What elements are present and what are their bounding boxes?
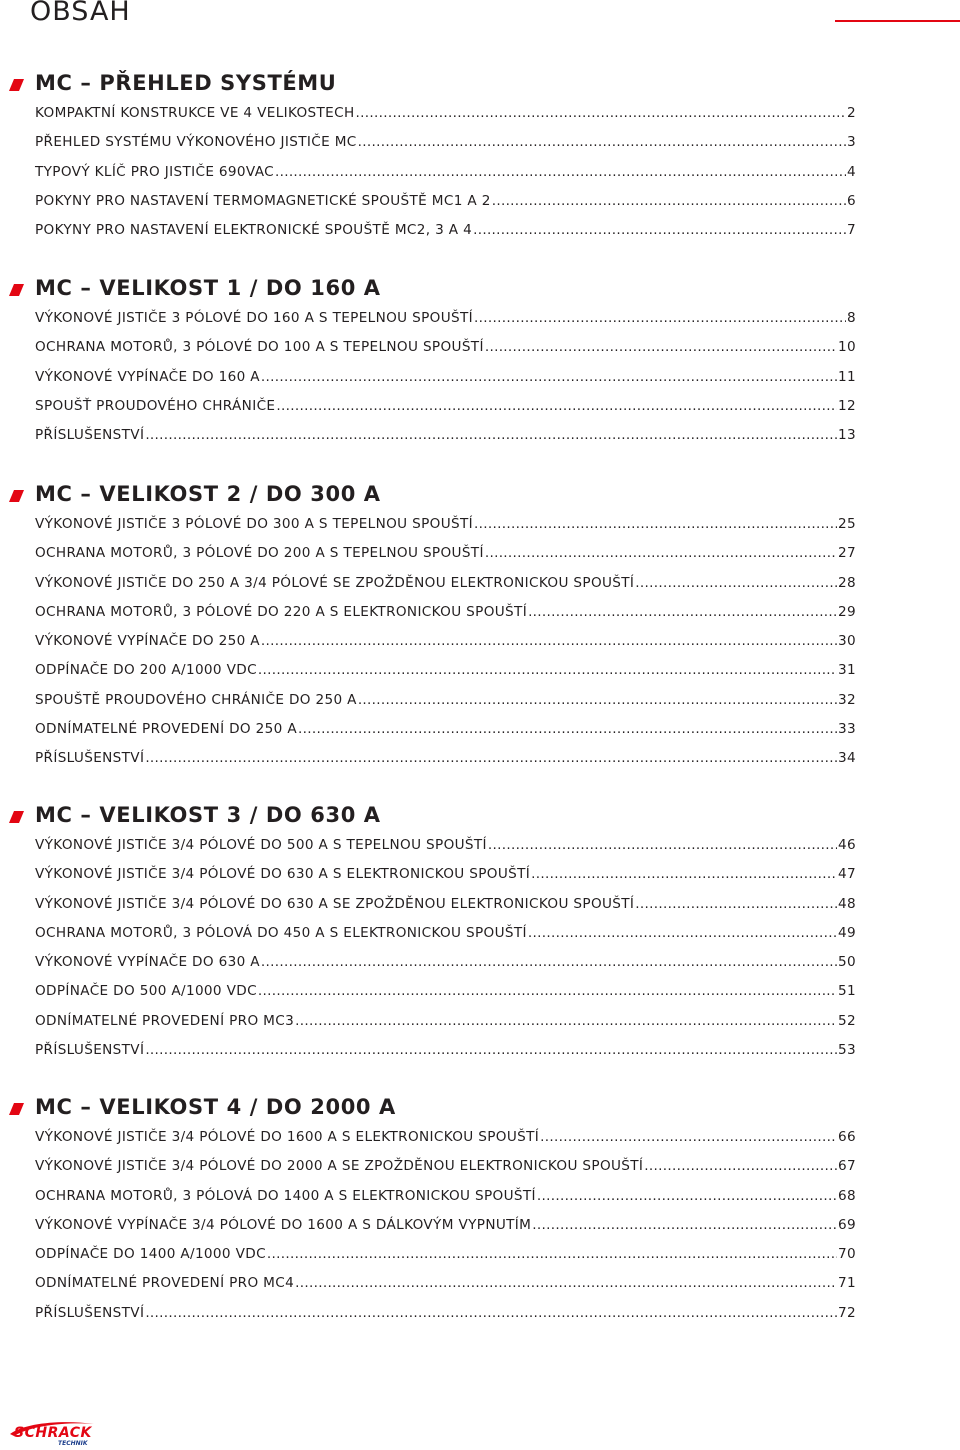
toc-entry[interactable]: [0, 334, 960, 363]
toc-section: [0, 1092, 960, 1321]
section-heading: [0, 68, 960, 100]
toc-entry-page-number: 30: [838, 633, 856, 650]
toc-entry-label: VÝKONOVÉ JISTIČE 3/4 PÓLOVÉ DO 2000 A SE ZPOŽDĚNOU ELEKTRONICKOU SPOUŠTÍ: [35, 1158, 644, 1175]
dot-leader: [298, 718, 837, 740]
toc-entry-page-number: 27: [838, 545, 856, 562]
toc-entry-row: [35, 1010, 856, 1032]
section-heading: [0, 479, 960, 511]
toc-entry-page-number: 33: [838, 721, 856, 738]
toc-entry-label: VÝKONOVÉ JISTIČE 3 PÓLOVÉ DO 300 A S TEPELNOU SPOUŠTÍ: [35, 516, 473, 532]
toc-entry-label: OCHRANA MOTORŮ, 3 PÓLOVÁ DO 450 A S ELEKTRONICKOU SPOUŠTÍ: [35, 924, 527, 941]
toc-entry-page-number: 52: [838, 1012, 856, 1029]
section-title: MC – PŘEHLED SYSTÉMU: [35, 71, 337, 95]
toc-entry-row: [35, 572, 856, 594]
dot-leader: [358, 131, 846, 153]
logo-subtext: TECHNIK: [58, 1440, 88, 1447]
toc-entry-label: ODPÍNAČE DO 200 A/1000 VDC: [35, 662, 257, 679]
toc-section: [0, 68, 960, 239]
toc-entry-label: VÝKONOVÉ VYPÍNAČE DO 250 A: [35, 633, 260, 650]
toc-entry[interactable]: [0, 540, 960, 569]
toc-entry-page-number: 70: [838, 1246, 856, 1263]
toc-entry-page-number: 12: [838, 397, 856, 414]
toc-entry-row: [35, 131, 856, 153]
dot-leader: [531, 863, 837, 885]
toc-entry[interactable]: [0, 159, 960, 188]
toc-entry-label: VÝKONOVÉ JISTIČE DO 250 A 3/4 PÓLOVÉ SE ZPOŽDĚNOU ELEKTRONICKOU SPOUŠTÍ: [35, 574, 635, 591]
toc-entry-row: [35, 395, 856, 417]
toc-entry-page-number: 66: [838, 1129, 856, 1145]
dot-leader: [145, 747, 837, 769]
toc-entry-page-number: 29: [838, 603, 856, 620]
toc-entry-row: [35, 893, 856, 915]
toc-entry-label: TYPOVÝ KLÍČ PRO JISTIČE 690VAC: [35, 163, 274, 180]
toc-entry-page-number: 32: [838, 691, 856, 708]
toc-entry[interactable]: [0, 1037, 960, 1066]
toc-entry-page-number: 28: [838, 574, 856, 591]
dot-leader: [473, 219, 846, 241]
toc-entry-row: [35, 307, 856, 329]
dot-leader: [488, 834, 837, 856]
toc-entry-label: ODNÍMATELNÉ PROVEDENÍ PRO MC4: [35, 1275, 295, 1292]
toc-entry-label: PŘÍSLUŠENSTVÍ: [35, 427, 145, 444]
toc-entry-label: VÝKONOVÉ VYPÍNAČE DO 630 A: [35, 954, 260, 971]
toc-entry-page-number: 68: [838, 1187, 856, 1204]
toc-entry-label: PŘÍSLUŠENSTVÍ: [35, 750, 145, 767]
toc-entry-row: [35, 1039, 856, 1061]
dot-leader: [485, 542, 837, 564]
toc-entry-row: [35, 1185, 856, 1207]
toc-entry-row: [35, 747, 856, 769]
toc-entry-page-number: 72: [838, 1304, 856, 1321]
toc-section: [0, 273, 960, 444]
toc-entry-row: [35, 424, 856, 446]
toc-entry-label: ODPÍNAČE DO 500 A/1000 VDC: [35, 983, 257, 1000]
toc-entry[interactable]: [0, 861, 960, 890]
section-bullet-icon: [9, 284, 24, 296]
toc-entry-row: [35, 1155, 856, 1177]
toc-entry-label: VÝKONOVÉ JISTIČE 3/4 PÓLOVÉ DO 1600 A S ELEKTRONICKOU SPOUŠTÍ: [35, 1129, 540, 1145]
toc-entry-label: PŘÍSLUŠENSTVÍ: [35, 1042, 145, 1059]
toc-entry-row: [35, 863, 856, 885]
dot-leader: [635, 572, 837, 594]
dot-leader: [258, 980, 837, 1002]
toc-entry[interactable]: [0, 978, 960, 1007]
schrack-logo: [6, 1416, 96, 1448]
toc-entry-page-number: 50: [838, 954, 856, 971]
toc-entry-page-number: 31: [838, 662, 856, 679]
toc-entry-page-number: 10: [838, 339, 856, 356]
toc-entry-list: [0, 832, 960, 1066]
toc-entry[interactable]: [0, 188, 960, 217]
section-title: MC – VELIKOST 3 / DO 630 A: [35, 803, 381, 827]
toc-entry-label: SPOUŠŤ PROUDOVÉHO CHRÁNIČE: [35, 397, 276, 414]
toc-entry-row: [35, 336, 856, 358]
toc-entry-row: [35, 1272, 856, 1294]
toc-entry-page-number: 49: [838, 924, 856, 941]
dot-leader: [485, 336, 837, 358]
dot-leader: [295, 1272, 837, 1294]
toc-entry[interactable]: [0, 511, 960, 540]
toc-entry-page-number: 13: [838, 427, 856, 444]
toc-entry-label: ODNÍMATELNÉ PROVEDENÍ PRO MC3: [35, 1012, 295, 1029]
section-bullet-icon: [9, 79, 24, 91]
toc-entry[interactable]: [0, 745, 960, 774]
toc-entry-page-number: 3: [847, 134, 856, 151]
toc-entry-page-number: 4: [847, 163, 856, 180]
dot-leader: [528, 922, 837, 944]
dot-leader: [145, 1302, 837, 1324]
logo-text: SCHRACK: [14, 1425, 92, 1441]
section-bullet-icon: [9, 490, 24, 502]
toc-entry[interactable]: [0, 1212, 960, 1241]
toc-entry-row: [35, 513, 856, 535]
toc-entry-page-number: 47: [838, 866, 856, 883]
toc-entry-row: [35, 951, 856, 973]
toc-entry-label: KOMPAKTNÍ KONSTRUKCE VE 4 VELIKOSTECH: [35, 105, 355, 121]
toc-entry-page-number: 8: [847, 310, 856, 326]
toc-entry-row: [35, 542, 856, 564]
toc-entry[interactable]: [0, 305, 960, 334]
toc-entry[interactable]: [0, 1241, 960, 1270]
toc-entry-label: OCHRANA MOTORŮ, 3 PÓLOVÉ DO 220 A S ELEKTRONICKOU SPOUŠTÍ: [35, 603, 528, 620]
toc-entry[interactable]: [0, 949, 960, 978]
toc-entry[interactable]: [0, 1183, 960, 1212]
toc-entry[interactable]: [0, 832, 960, 861]
dot-leader: [276, 395, 837, 417]
toc-entry[interactable]: [0, 570, 960, 599]
toc-entry-row: [35, 1243, 856, 1265]
page-title: OBSAH: [30, 0, 131, 27]
toc-entry-label: OCHRANA MOTORŮ, 3 PÓLOVÁ DO 1400 A S ELEKTRONICKOU SPOUŠTÍ: [35, 1187, 536, 1204]
toc-entry-page-number: 46: [838, 837, 856, 853]
toc-entry-list: [0, 305, 960, 451]
toc-entry[interactable]: [0, 217, 960, 246]
toc-entry-row: [35, 190, 856, 212]
dot-leader: [532, 1214, 837, 1236]
section-heading: [0, 1092, 960, 1124]
toc-entry-label: POKYNY PRO NASTAVENÍ ELEKTRONICKÉ SPOUŠTĚ MC2, 3 A 4: [35, 222, 473, 239]
toc-entry-row: [35, 1214, 856, 1236]
toc-entry-row: [35, 834, 856, 856]
dot-leader: [540, 1126, 837, 1148]
dot-leader: [635, 893, 837, 915]
toc-entry-row: [35, 161, 856, 183]
toc-entry[interactable]: [0, 1124, 960, 1153]
toc-entry-label: SPOUŠTĚ PROUDOVÉHO CHRÁNIČE DO 250 A: [35, 691, 357, 708]
dot-leader: [145, 1039, 837, 1061]
toc-entry-list: [0, 1124, 960, 1329]
toc-entry[interactable]: [0, 716, 960, 745]
toc-entry-row: [35, 630, 856, 652]
toc-entry[interactable]: [0, 920, 960, 949]
toc-entry-page-number: 71: [838, 1275, 856, 1292]
toc-entry-row: [35, 718, 856, 740]
toc-entry[interactable]: [0, 422, 960, 451]
toc-entry[interactable]: [0, 1270, 960, 1299]
toc-entry-page-number: 7: [847, 222, 856, 239]
toc-entry-label: POKYNY PRO NASTAVENÍ TERMOMAGNETICKÉ SPOUŠTĚ MC1 A 2: [35, 192, 491, 209]
toc-entry-page-number: 11: [838, 368, 856, 385]
dot-leader: [474, 307, 846, 329]
dot-leader: [492, 190, 846, 212]
dot-leader: [275, 161, 846, 183]
dot-leader: [537, 1185, 837, 1207]
toc-entry[interactable]: [0, 628, 960, 657]
section-bullet-icon: [9, 1103, 24, 1115]
toc-entry-page-number: 67: [838, 1158, 856, 1175]
toc-entry[interactable]: [0, 1153, 960, 1182]
toc-entry-list: [0, 100, 960, 246]
toc-entry-label: VÝKONOVÉ JISTIČE 3/4 PÓLOVÉ DO 500 A S TEPELNOU SPOUŠTÍ: [35, 837, 487, 853]
section-title: MC – VELIKOST 2 / DO 300 A: [35, 482, 381, 506]
toc-entry-list: [0, 511, 960, 775]
toc-entry-page-number: 48: [838, 895, 856, 912]
toc-entry-page-number: 6: [847, 192, 856, 209]
section-title: MC – VELIKOST 1 / DO 160 A: [35, 276, 381, 300]
toc-entry[interactable]: [0, 393, 960, 422]
toc-entry-row: [35, 601, 856, 623]
toc-entry-page-number: 25: [838, 516, 856, 532]
toc-entry-label: OCHRANA MOTORŮ, 3 PÓLOVÉ DO 100 A S TEPELNOU SPOUŠTÍ: [35, 339, 484, 356]
toc-entry-row: [35, 102, 856, 124]
toc-section: [0, 800, 960, 1059]
toc-entry-label: PŘEHLED SYSTÉMU VÝKONOVÉHO JISTIČE MC: [35, 134, 357, 151]
toc-entry-label: OCHRANA MOTORŮ, 3 PÓLOVÉ DO 200 A S TEPELNOU SPOUŠTÍ: [35, 545, 484, 562]
dot-leader: [644, 1155, 837, 1177]
toc-entry-row: [35, 980, 856, 1002]
toc-entry[interactable]: [0, 599, 960, 628]
toc-entry-page-number: 51: [838, 983, 856, 1000]
toc-entry[interactable]: [0, 100, 960, 129]
dot-leader: [356, 102, 846, 124]
toc-entry[interactable]: [0, 1300, 960, 1329]
dot-leader: [295, 1010, 837, 1032]
section-heading: [0, 800, 960, 832]
toc-entry[interactable]: [0, 364, 960, 393]
toc-entry-label: VÝKONOVÉ VYPÍNAČE DO 160 A: [35, 368, 260, 385]
toc-entry-page-number: 53: [838, 1042, 856, 1059]
toc-entry-row: [35, 689, 856, 711]
dot-leader: [267, 1243, 837, 1265]
toc-entry-page-number: 2: [847, 105, 856, 121]
toc-entry-page-number: 34: [838, 750, 856, 767]
toc-entry-label: VÝKONOVÉ JISTIČE 3/4 PÓLOVÉ DO 630 A SE ZPOŽDĚNOU ELEKTRONICKOU SPOUŠTÍ: [35, 895, 635, 912]
section-title: MC – VELIKOST 4 / DO 2000 A: [35, 1095, 396, 1119]
toc-entry-row: [35, 659, 856, 681]
toc-entry-label: PŘÍSLUŠENSTVÍ: [35, 1304, 145, 1321]
dot-leader: [358, 689, 837, 711]
toc-entry-label: ODPÍNAČE DO 1400 A/1000 VDC: [35, 1246, 266, 1263]
dot-leader: [528, 601, 837, 623]
dot-leader: [145, 424, 837, 446]
toc-section: [0, 479, 960, 767]
toc-entry[interactable]: [0, 657, 960, 686]
toc-entry[interactable]: [0, 1008, 960, 1037]
toc-entry-label: VÝKONOVÉ VYPÍNAČE 3/4 PÓLOVÉ DO 1600 A S DÁLKOVÝM VYPNUTÍM: [35, 1216, 532, 1233]
section-bullet-icon: [9, 811, 24, 823]
dot-leader: [474, 513, 837, 535]
toc-entry[interactable]: [0, 129, 960, 158]
toc-entry-label: VÝKONOVÉ JISTIČE 3 PÓLOVÉ DO 160 A S TEPELNOU SPOUŠTÍ: [35, 310, 473, 326]
toc-entry-row: [35, 1126, 856, 1148]
toc-entry-row: [35, 219, 856, 241]
dot-leader: [258, 659, 837, 681]
toc-entry-row: [35, 922, 856, 944]
toc-entry-label: VÝKONOVÉ JISTIČE 3/4 PÓLOVÉ DO 630 A S ELEKTRONICKOU SPOUŠTÍ: [35, 866, 531, 883]
toc-entry-row: [35, 366, 856, 388]
toc-entry[interactable]: [0, 687, 960, 716]
title-accent-rule: [835, 20, 960, 22]
toc-entry-row: [35, 1302, 856, 1324]
toc-entry[interactable]: [0, 891, 960, 920]
dot-leader: [261, 366, 837, 388]
toc-entry-label: ODNÍMATELNÉ PROVEDENÍ DO 250 A: [35, 721, 297, 738]
dot-leader: [261, 951, 837, 973]
toc-entry-page-number: 69: [838, 1216, 856, 1233]
section-heading: [0, 273, 960, 305]
dot-leader: [261, 630, 837, 652]
